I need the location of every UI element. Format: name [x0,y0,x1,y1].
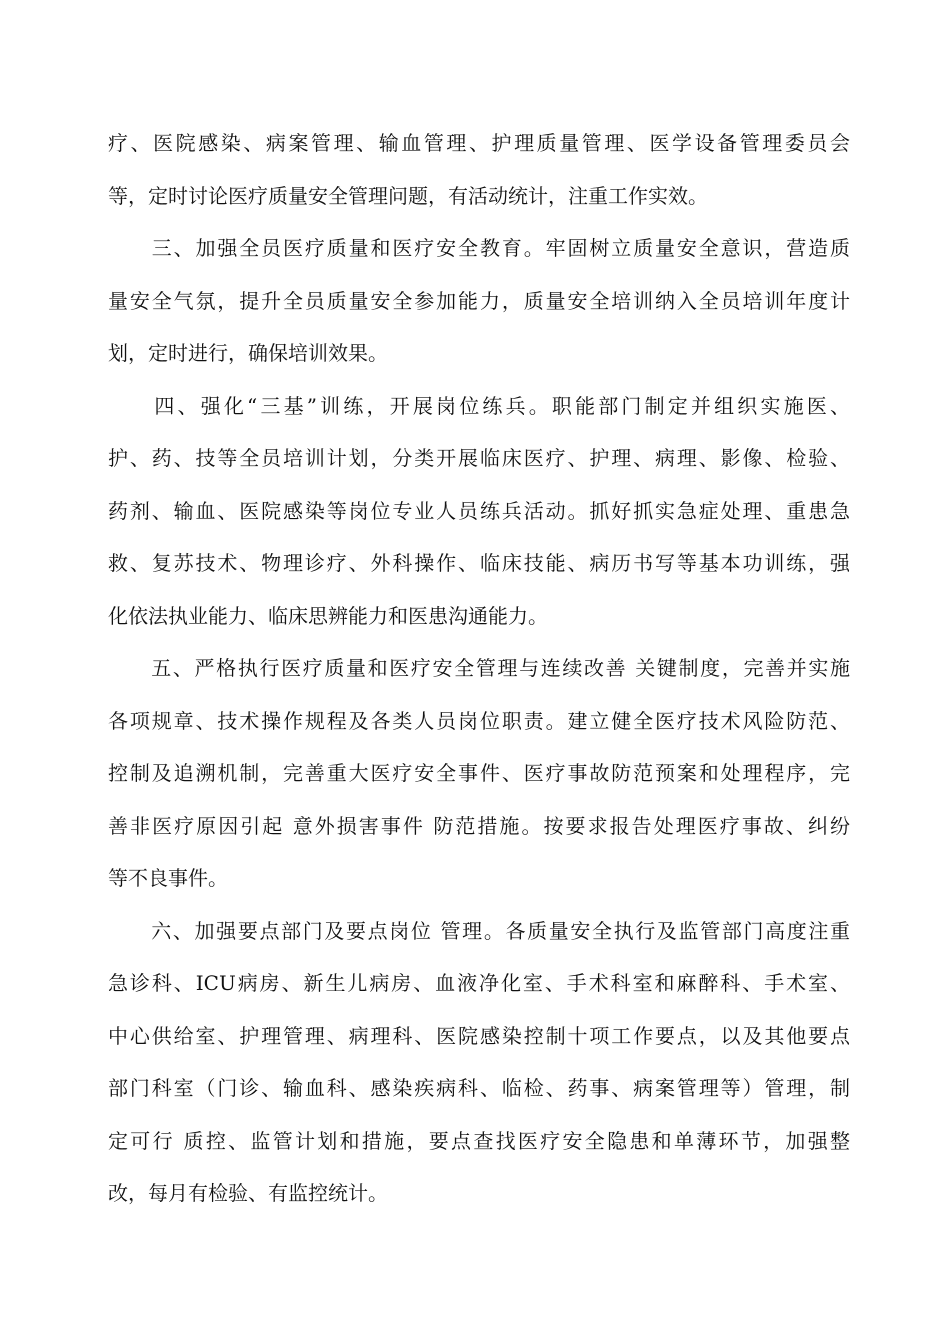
text-line: 药剂、输血、医院感染等岗位专业人员练兵活动。抓好抓实急症处理、重患急 [108,498,850,523]
text-line: 疗、医院感染、病案管理、输血管理、护理质量管理、医学设备管理委员会 [108,131,850,155]
text-line: 三、加强全员医疗质量和医疗安全教育。牢固树立质量安全意识，营造质 [108,236,850,260]
text-line: 五、严格执行医疗质量和医疗安全管理与连续改善 关键制度，完善并实施 [108,656,850,680]
text-line: 部门科室（门诊、输血科、感染疾病科、临检、药事、病案管理等）管理，制 [108,1076,850,1100]
text-line: 中心供给室、护理管理、病理科、医院感染控制十项工作要点，以及其他要点 [108,1023,850,1048]
text-line: 救、复苏技术、物理诊疗、外科操作、临床技能、病历书写等基本功训练，强 [108,551,850,575]
text-line: 量安全气氛，提升全员质量安全参加能力，质量安全培训纳入全员培训年度计 [108,288,850,313]
paragraph-section-5 [108,642,850,905]
text-line: 善非医疗原因引起 意外损害事件 防范措施。按要求报告处理医疗事故、纠纷 [108,813,850,838]
text-line: 划，定时进行，确保培训效果。 [108,341,388,365]
paragraph-section-3 [108,222,850,380]
text-line: 护、药、技等全员培训计划，分类开展临床医疗、护理、病理、影像、检验、 [108,446,850,470]
text-line: 等不良事件。 [108,866,228,890]
text-line: 六、加强要点部门及要点岗位 管理。各质量安全执行及监管部门高度注重 [108,918,850,943]
paragraph-section-4 [108,380,850,643]
text-line: 控制及追溯机制，完善重大医疗安全事件、医疗事故防范预案和处理程序，完 [108,761,850,785]
paragraph-continuation [108,117,850,222]
text-line: 等，定时讨论医疗质量安全管理问题，有活动统计，注重工作实效。 [108,183,708,208]
document-body [108,117,850,1220]
text-line: 定可行 质控、监管计划和措施，要点查找医疗安全隐患和单薄环节，加强整 [108,1128,850,1153]
text-line: 四、强化“三基”训练，开展岗位练兵。职能部门制定并组织实施医、 [108,393,850,418]
text-line: 各项规章、技术操作规程及各类人员岗位职责。建立健全医疗技术风险防范、 [108,708,850,733]
text-line: 化依法执业能力、临床思辨能力和医患沟通能力。 [108,603,548,628]
paragraph-section-6 [108,905,850,1220]
text-line: 急诊科、ICU病房、新生儿病房、血液净化室、手术科室和麻醉科、手术室、 [108,971,850,995]
text-line: 改，每月有检验、有监控统计。 [108,1181,388,1205]
